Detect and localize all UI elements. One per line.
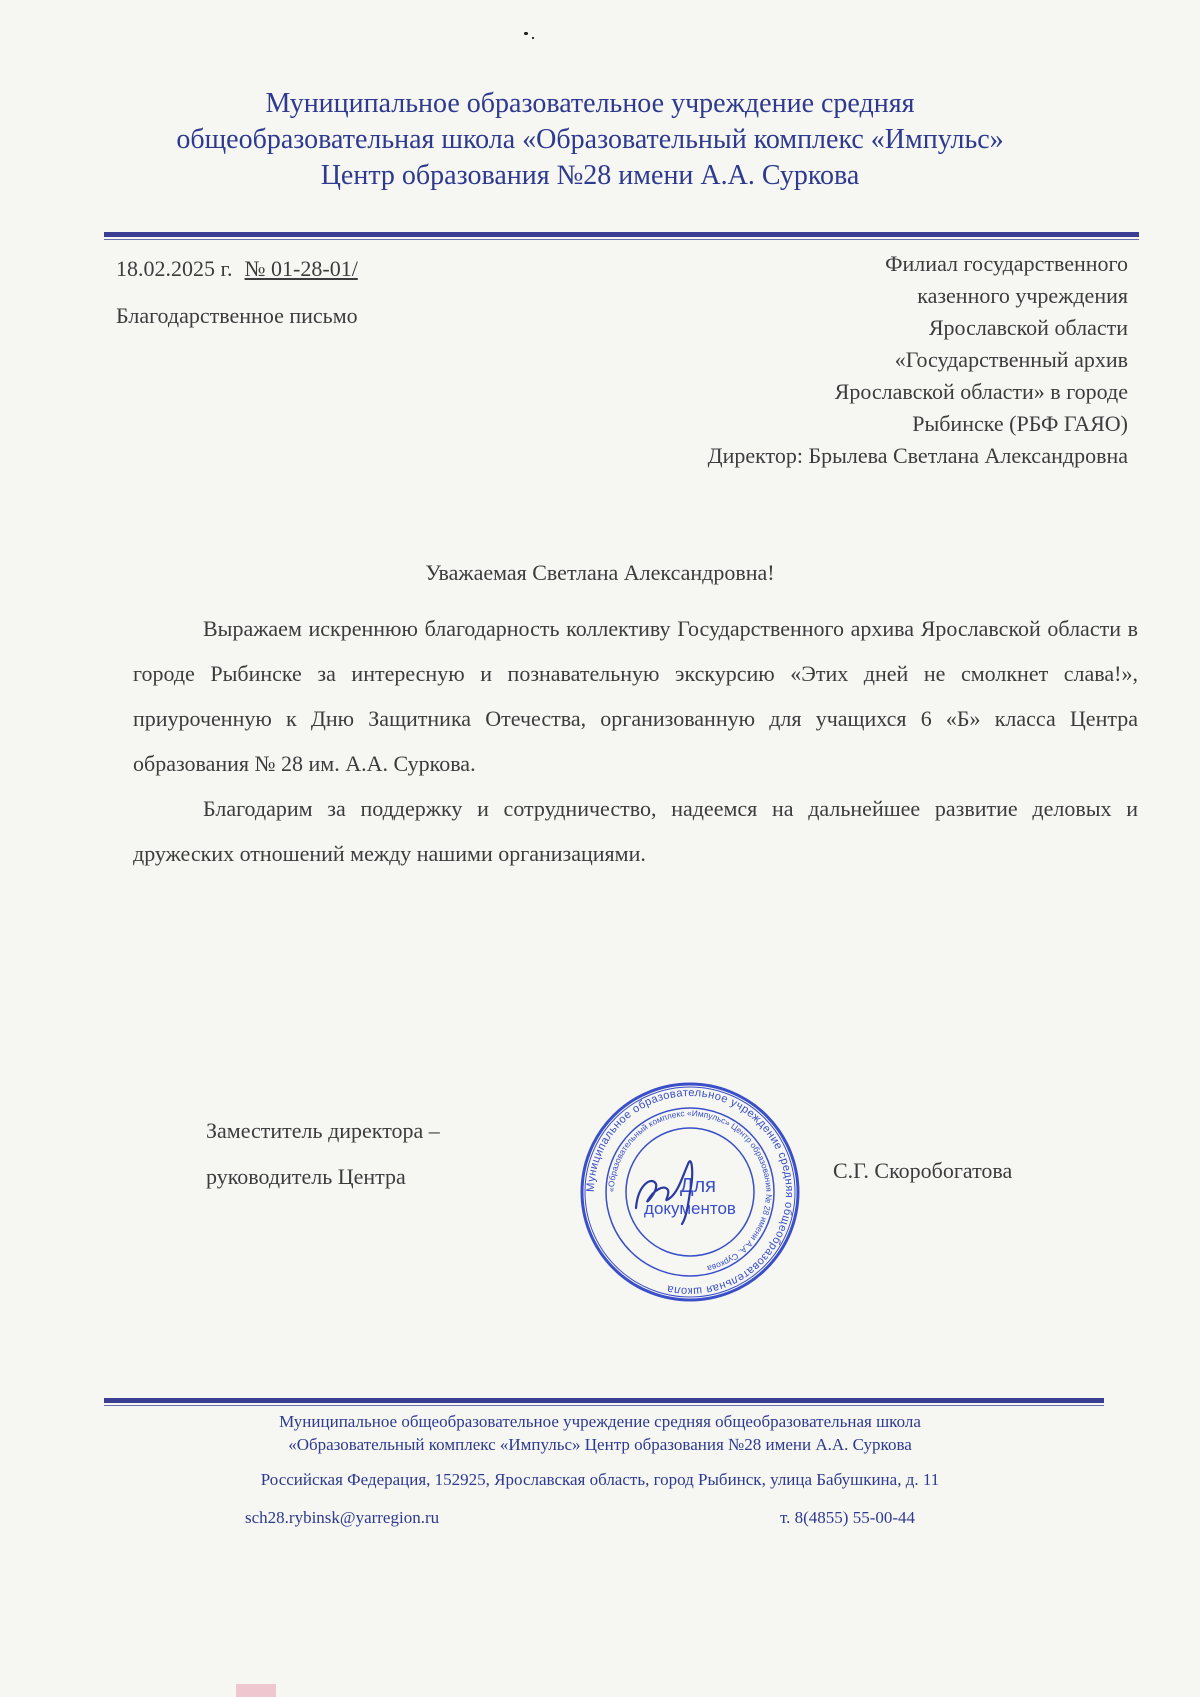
document-number: № 01-28-01/ [244,256,358,281]
letterhead [60,86,1120,194]
footer-address: Российская Федерация, 152925, Ярославская область, город Рыбинск, улица Бабушкина, д. 11 [260,1470,940,1489]
document-date: 18.02.2025 г. [116,256,233,281]
addressee-director: Директор: Брылева Светлана Александровна [707,443,1128,468]
letterhead-line-3: Центр образования №28 имени А.А. Суркова [320,160,860,191]
addressee-line: Рыбинске (РБФ ГАЯО) [912,411,1128,436]
official-stamp [578,1080,802,1304]
letter-body [133,606,1138,876]
stamp-center-line-2: документов [644,1199,736,1218]
document-type: Благодарственное письмо [116,303,358,328]
letterhead-line-2: общеобразовательная школа «Образовательный комплекс «Импульс» [176,124,1004,155]
signatory-title-line-2: руководитель Центра [206,1164,406,1189]
stamp-center-line-1: Для [679,1175,717,1197]
body-paragraph: Выражаем искреннюю благодарность коллективу Государственного архива Ярославской области в городе Рыбинске за интересную и познавательную экскурсию «Этих дней не смолкнет слава!», приуроченную к Дню Защитника Отечества, организованную для учащихся 6 «Б» класса Центра образования № 28 им. А.А. Суркова. [133,616,1138,776]
body-paragraph: Благодарим за поддержку и сотрудничество, надеемся на дальнейшее развитие деловых и дружеских отношений между нашими организациями. [133,796,1138,866]
signatory-name: С.Г. Скоробогатова [833,1158,1013,1183]
footer-email: sch28.rybinsk@yarregion.ru [245,1508,440,1527]
footer-line-2: «Образовательный комплекс «Импульс» Центр образования №28 имени А.А. Суркова [288,1435,912,1454]
letterhead-line-1: Муниципальное образовательное учреждение средняя [265,88,915,119]
addressee-block [568,248,1128,472]
scan-speck [532,37,534,39]
addressee-line: Ярославской области [928,315,1128,340]
addressee-line: Филиал государственного [885,251,1128,276]
addressee-line: «Государственный архив [894,347,1128,372]
stamp-outer-text: Муниципальное образовательное учреждение средняя общеобразовательная школа [584,1086,796,1298]
scan-speck [524,32,528,35]
document-date-number [116,256,358,282]
addressee-line: Ярославской области» в городе [834,379,1128,404]
addressee-line: казенного учреждения [917,283,1128,308]
footer-divider-thin [104,1405,1104,1406]
footer-phone: т. 8(4855) 55-00-44 [780,1508,916,1527]
footer-divider [104,1398,1104,1403]
stamp-inner-text: «Образовательный комплекс «Импульс» Центр образования № 28 имени А.А. Суркова [605,1107,775,1274]
footer-line-1: Муниципальное общеобразовательное учреждение средняя общеобразовательная школа [279,1412,921,1431]
scan-mark [236,1684,276,1697]
header-divider [104,232,1139,237]
header-divider-thin [104,239,1139,240]
signatory-title [206,1108,440,1200]
footer-organization [60,1410,1140,1456]
salutation: Уважаемая Светлана Александровна! [425,560,775,585]
signatory-title-line-1: Заместитель директора – [206,1118,440,1143]
